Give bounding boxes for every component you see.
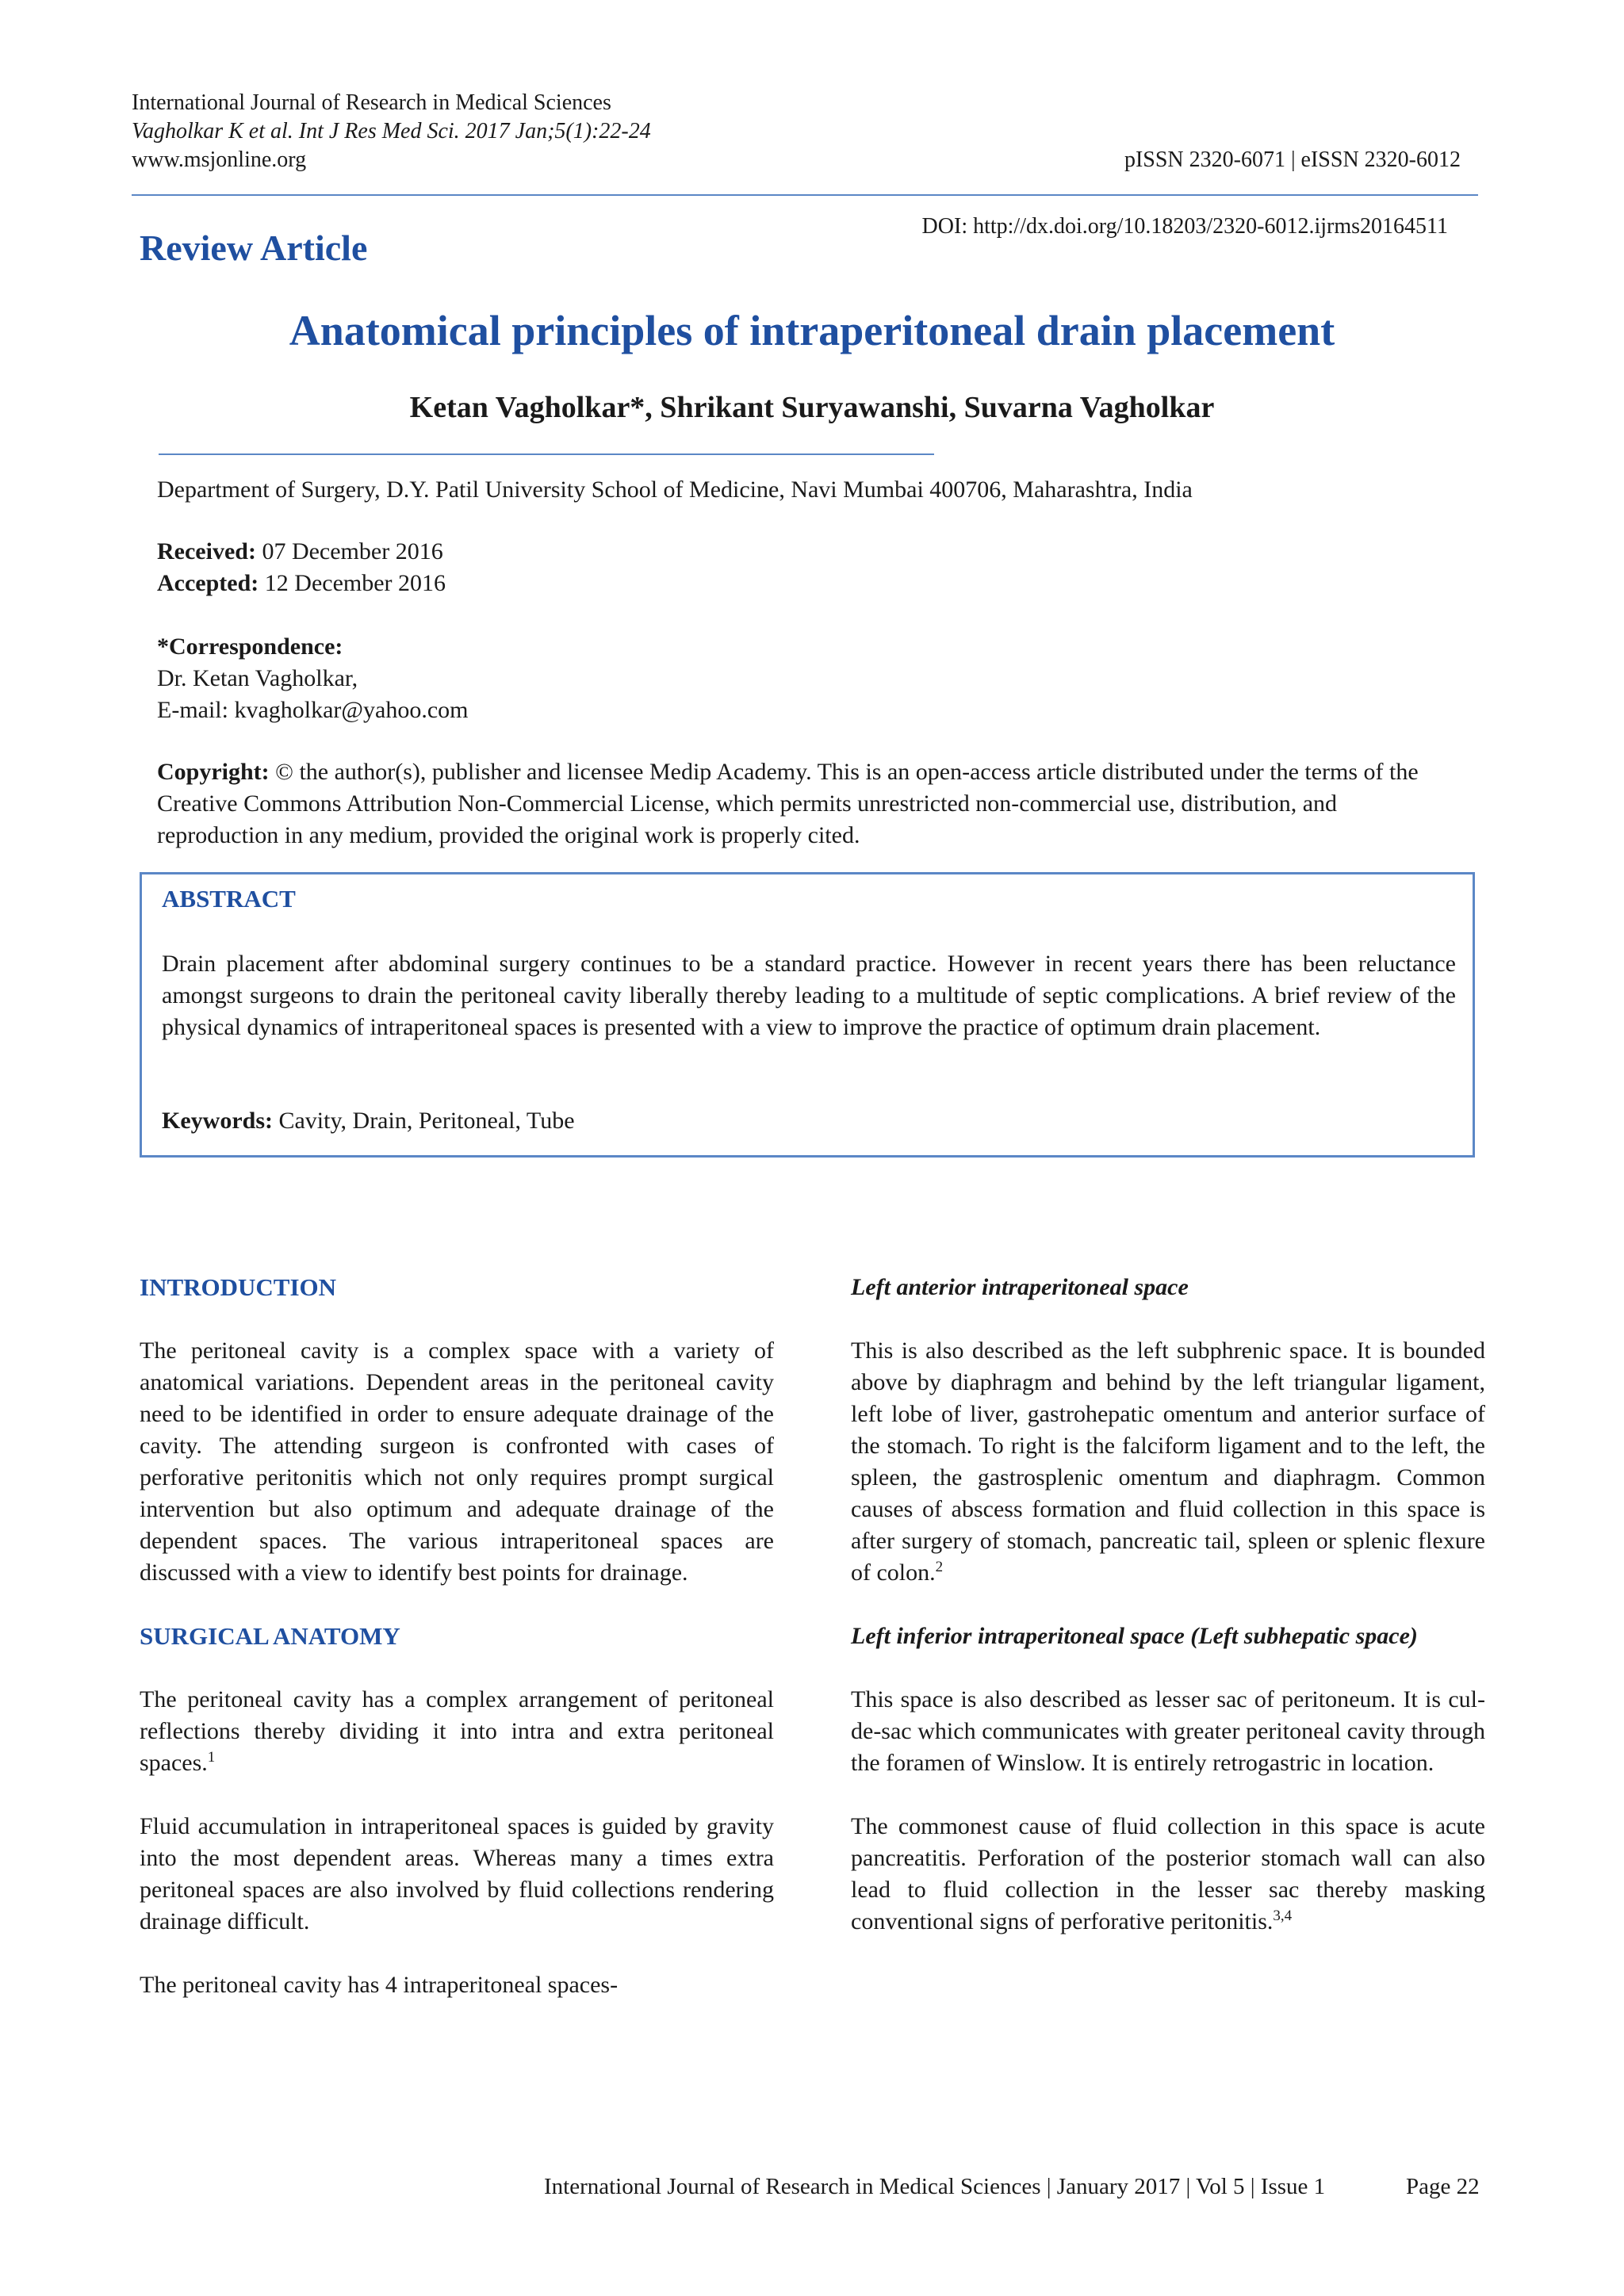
anatomy-paragraph-1-text: The peritoneal cavity has a complex arrangement of peritoneal reflections thereby dividing it into intra and extra peritoneal spaces. — [140, 1686, 774, 1776]
surgical-anatomy-heading: SURGICAL ANATOMY — [140, 1622, 400, 1650]
article-title: Anatomical principles of intraperitoneal drain placement — [289, 307, 1335, 354]
reference-3-4[interactable]: 3,4 — [1273, 1908, 1293, 1924]
issn: pISSN 2320-6071 | eISSN 2320-6012 — [1124, 147, 1461, 172]
left-inferior-paragraph-2-text: The commonest cause of fluid collection in this space is acute pancreatitis. Perforation of the posterior stomach wall can also lead to fluid collection in the lesser sac thereby masking conventional signs of perforative peritonitis. — [851, 1813, 1485, 1934]
journal-name: International Journal of Research in Medical Sciences — [132, 90, 611, 115]
left-inferior-heading: Left inferior intraperitoneal space (Left subhepatic space) — [851, 1623, 1418, 1649]
anatomy-paragraph-3: The peritoneal cavity has 4 intraperitoneal spaces- — [140, 1972, 619, 1998]
keywords-list: Cavity, Drain, Peritoneal, Tube — [272, 1108, 575, 1134]
correspondence-email[interactable]: E-mail: kvagholkar@yahoo.com — [157, 697, 469, 723]
left-column — [140, 1272, 774, 2033]
received-date: 07 December 2016 — [255, 538, 443, 564]
journal-website[interactable]: www.msjonline.org — [132, 147, 307, 172]
copyright-text: © the author(s), publisher and licensee Medip Academy. This is an open-access article distributed under the terms of the Creative Commons Attribution Non-Commercial License, which permits unrestricted non-commercial use, distribution, and reproduction in any medium, provided the original work is properly cited. — [157, 759, 1419, 848]
citation: Vagholkar K et al. Int J Res Med Sci. 2017 Jan;5(1):22-24 — [132, 119, 651, 144]
left-anterior-text-body: This is also described as the left subphrenic space. It is bounded above by diaphragm and behind by the left triangular ligament, left lobe of liver, gastrohepatic omentum and anterior surface of the stomach. To right is the falciform ligament and to the left, the spleen, the gastrosplenic omentum and diaphragm. Common causes of abscess formation and fluid collection in this space is after surgery of stomach, pancreatic tail, spleen or splenic flexure of colon. — [851, 1337, 1485, 1586]
received-label: Received: — [157, 538, 256, 564]
correspondence-label: *Correspondence: — [157, 633, 343, 660]
abstract-heading: ABSTRACT — [162, 885, 296, 913]
doi[interactable]: DOI: http://dx.doi.org/10.18203/2320-6012.ijrms20164511 — [921, 214, 1448, 239]
introduction-text: The peritoneal cavity is a complex space with a variety of anatomical variations. Dependent areas in the peritoneal cavity need to be identified in order to ensure adequate drainage of the cavity. The attending surgeon is confronted with cases of perforative peritonitis which not only requires prompt surgical intervention but also optimum and adequate drainage of the dependent spaces. The various intraperitoneal spaces are discussed with a view to identify best points for drainage. — [140, 1337, 774, 1586]
correspondence-name: Dr. Ketan Vagholkar, — [157, 665, 358, 691]
affiliation: Department of Surgery, D.Y. Patil University School of Medicine, Navi Mumbai 400706, Maharashtra, India — [157, 476, 1193, 503]
introduction-heading: INTRODUCTION — [140, 1273, 337, 1301]
reference-1[interactable]: 1 — [207, 1749, 216, 1766]
anatomy-paragraph-2: Fluid accumulation in intraperitoneal spaces is guided by gravity into the most dependent areas. Whereas many a times extra peritoneal spaces are also involved by fluid collections rendering drainage difficult. — [140, 1813, 774, 1934]
copyright — [157, 756, 1457, 851]
accepted-line — [157, 568, 950, 599]
left-inferior-paragraph-1: This space is also described as lesser sac of peritoneum. It is cul-de-sac which communicates with greater peritoneal cavity through the foramen of Winslow. It is entirely retrogastric in location. — [851, 1686, 1485, 1776]
page-number: Page 22 — [1406, 2174, 1480, 2199]
footer-journal: International Journal of Research in Medical Sciences | January 2017 | Vol 5 | Issue 1 — [544, 2174, 1326, 2199]
reference-2[interactable]: 2 — [935, 1559, 944, 1575]
accepted-date: 12 December 2016 — [259, 570, 446, 596]
copyright-label: Copyright: — [157, 759, 270, 785]
left-anterior-text — [851, 1335, 1485, 1589]
dates — [157, 536, 950, 599]
author-rule — [159, 453, 934, 455]
header-rule — [132, 194, 1478, 196]
keywords-label: Keywords: — [162, 1108, 273, 1134]
received-line — [157, 536, 950, 568]
anatomy-paragraph-1 — [140, 1684, 774, 1779]
left-anterior-heading: Left anterior intraperitoneal space — [851, 1274, 1189, 1300]
left-inferior-paragraph-2 — [851, 1811, 1485, 1938]
article-type: Review Article — [140, 228, 368, 268]
accepted-label: Accepted: — [157, 570, 259, 596]
abstract-text: Drain placement after abdominal surgery continues to be a standard practice. However in recent years there has been reluctance amongst surgeons to drain the peritoneal cavity liberally thereby leading to a multitude of septic complications. A brief review of the physical dynamics of intraperitoneal spaces is presented with a view to improve the practice of optimum drain placement. — [162, 951, 1456, 1040]
authors: Ketan Vagholkar*, Shrikant Suryawanshi, Suvarna Vagholkar — [409, 391, 1215, 424]
right-column — [851, 1272, 1485, 1969]
correspondence — [157, 631, 950, 726]
keywords — [162, 1105, 1456, 1137]
